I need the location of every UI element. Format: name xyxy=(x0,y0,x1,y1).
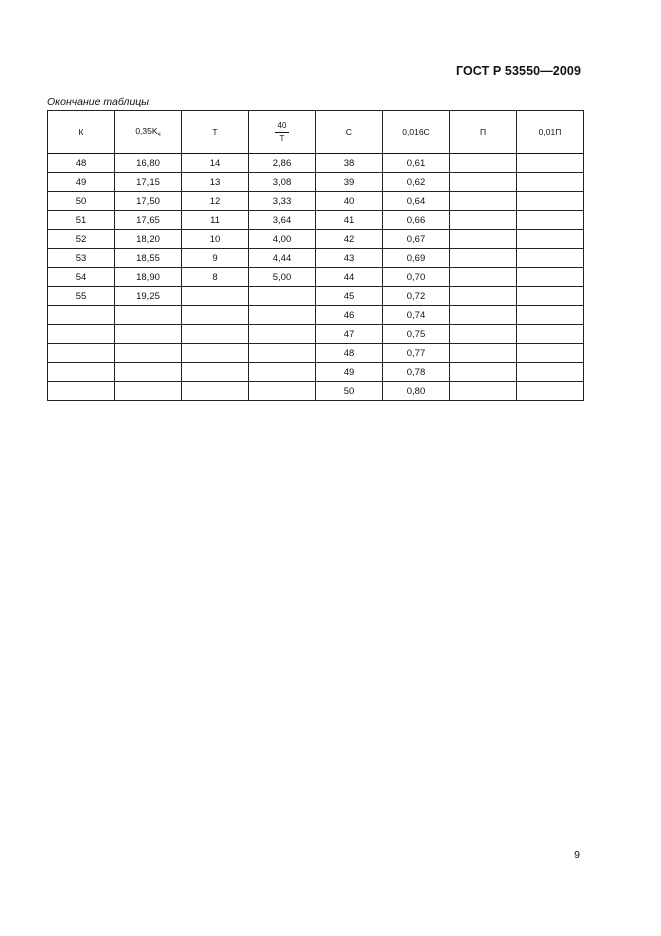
cell-001p xyxy=(517,230,584,249)
cell-p xyxy=(450,211,517,230)
cell-035k: 18,90 xyxy=(115,268,182,287)
cell-035k: 18,20 xyxy=(115,230,182,249)
cell-c: 42 xyxy=(316,230,383,249)
cell-035k: 17,65 xyxy=(115,211,182,230)
cell-c: 38 xyxy=(316,154,383,173)
cell-035k: 19,25 xyxy=(115,287,182,306)
cell-035k: 17,15 xyxy=(115,173,182,192)
fraction xyxy=(275,121,290,144)
cell-k: 48 xyxy=(48,154,115,173)
cell-0016c: 0,67 xyxy=(383,230,450,249)
cell-0016c: 0,74 xyxy=(383,306,450,325)
cell-035k: 16,80 xyxy=(115,154,182,173)
header-t: Т xyxy=(182,111,249,154)
cell-0016c: 0,77 xyxy=(383,344,450,363)
cell-t: 14 xyxy=(182,154,249,173)
cell-k: 49 xyxy=(48,173,115,192)
cell-0016c: 0,72 xyxy=(383,287,450,306)
cell-001p xyxy=(517,211,584,230)
fraction-denominator: Т xyxy=(279,133,285,143)
header-40-over-t xyxy=(249,111,316,154)
cell-c: 44 xyxy=(316,268,383,287)
header-k: К xyxy=(48,111,115,154)
cell-p xyxy=(450,249,517,268)
cell-k: 54 xyxy=(48,268,115,287)
header-035k-subscript: ч xyxy=(157,132,161,138)
cell-t xyxy=(182,382,249,401)
cell-t xyxy=(182,344,249,363)
cell-40-over-t xyxy=(249,325,316,344)
header-035k xyxy=(115,111,182,154)
cell-c: 50 xyxy=(316,382,383,401)
cell-c: 46 xyxy=(316,306,383,325)
header-035k-main: 0,35K xyxy=(135,126,158,136)
cell-t xyxy=(182,287,249,306)
document-id: ГОСТ Р 53550—2009 xyxy=(455,64,581,78)
table-row xyxy=(48,249,584,268)
cell-035k xyxy=(115,363,182,382)
table-header-row xyxy=(48,111,584,154)
table-row xyxy=(48,344,584,363)
cell-c: 43 xyxy=(316,249,383,268)
cell-c: 49 xyxy=(316,363,383,382)
cell-0016c: 0,80 xyxy=(383,382,450,401)
cell-035k xyxy=(115,344,182,363)
cell-001p xyxy=(517,268,584,287)
cell-0016c: 0,61 xyxy=(383,154,450,173)
cell-40-over-t: 4,44 xyxy=(249,249,316,268)
cell-p xyxy=(450,325,517,344)
cell-p xyxy=(450,192,517,211)
cell-001p xyxy=(517,154,584,173)
table-row xyxy=(48,306,584,325)
cell-c: 47 xyxy=(316,325,383,344)
cell-001p xyxy=(517,249,584,268)
cell-t xyxy=(182,325,249,344)
table-caption: Окончание таблицы xyxy=(47,96,150,108)
table-row xyxy=(48,230,584,249)
table-row xyxy=(48,211,584,230)
table-row xyxy=(48,363,584,382)
cell-40-over-t: 2,86 xyxy=(249,154,316,173)
header-c: С xyxy=(316,111,383,154)
cell-k xyxy=(48,382,115,401)
header-001p: 0,01П xyxy=(517,111,584,154)
table-row xyxy=(48,154,584,173)
cell-k: 53 xyxy=(48,249,115,268)
cell-001p xyxy=(517,287,584,306)
cell-k: 55 xyxy=(48,287,115,306)
cell-001p xyxy=(517,192,584,211)
page-number: 9 xyxy=(574,849,580,861)
data-table xyxy=(47,110,584,401)
cell-035k xyxy=(115,306,182,325)
cell-p xyxy=(450,268,517,287)
cell-t: 10 xyxy=(182,230,249,249)
cell-0016c: 0,70 xyxy=(383,268,450,287)
cell-p xyxy=(450,230,517,249)
cell-001p xyxy=(517,382,584,401)
cell-035k xyxy=(115,325,182,344)
table-body xyxy=(48,154,584,401)
cell-p xyxy=(450,382,517,401)
cell-k xyxy=(48,306,115,325)
table-row xyxy=(48,382,584,401)
cell-c: 45 xyxy=(316,287,383,306)
cell-t: 9 xyxy=(182,249,249,268)
cell-40-over-t xyxy=(249,306,316,325)
cell-p xyxy=(450,154,517,173)
fraction-numerator: 40 xyxy=(275,121,290,133)
cell-c: 41 xyxy=(316,211,383,230)
cell-40-over-t: 3,08 xyxy=(249,173,316,192)
cell-0016c: 0,66 xyxy=(383,211,450,230)
cell-40-over-t xyxy=(249,382,316,401)
cell-t: 11 xyxy=(182,211,249,230)
cell-001p xyxy=(517,173,584,192)
cell-40-over-t: 3,64 xyxy=(249,211,316,230)
cell-001p xyxy=(517,306,584,325)
cell-035k xyxy=(115,382,182,401)
cell-t: 12 xyxy=(182,192,249,211)
table-row xyxy=(48,268,584,287)
cell-p xyxy=(450,344,517,363)
cell-p xyxy=(450,287,517,306)
cell-c: 40 xyxy=(316,192,383,211)
table-row xyxy=(48,325,584,344)
cell-001p xyxy=(517,325,584,344)
cell-t xyxy=(182,306,249,325)
cell-0016c: 0,69 xyxy=(383,249,450,268)
cell-k: 50 xyxy=(48,192,115,211)
cell-t: 8 xyxy=(182,268,249,287)
cell-035k: 18,55 xyxy=(115,249,182,268)
cell-001p xyxy=(517,344,584,363)
cell-k: 51 xyxy=(48,211,115,230)
cell-40-over-t: 5,00 xyxy=(249,268,316,287)
cell-p xyxy=(450,173,517,192)
cell-035k: 17,50 xyxy=(115,192,182,211)
cell-0016c: 0,62 xyxy=(383,173,450,192)
cell-k xyxy=(48,325,115,344)
cell-k xyxy=(48,344,115,363)
cell-40-over-t xyxy=(249,287,316,306)
cell-k: 52 xyxy=(48,230,115,249)
cell-40-over-t: 4,00 xyxy=(249,230,316,249)
cell-c: 39 xyxy=(316,173,383,192)
cell-001p xyxy=(517,363,584,382)
cell-p xyxy=(450,306,517,325)
cell-c: 48 xyxy=(316,344,383,363)
table-row xyxy=(48,173,584,192)
cell-40-over-t xyxy=(249,344,316,363)
cell-0016c: 0,75 xyxy=(383,325,450,344)
cell-40-over-t: 3,33 xyxy=(249,192,316,211)
cell-0016c: 0,64 xyxy=(383,192,450,211)
table-row xyxy=(48,287,584,306)
cell-t xyxy=(182,363,249,382)
header-0016c: 0,016С xyxy=(383,111,450,154)
cell-p xyxy=(450,363,517,382)
cell-40-over-t xyxy=(249,363,316,382)
table-row xyxy=(48,192,584,211)
header-p: П xyxy=(450,111,517,154)
cell-t: 13 xyxy=(182,173,249,192)
cell-0016c: 0,78 xyxy=(383,363,450,382)
cell-k xyxy=(48,363,115,382)
